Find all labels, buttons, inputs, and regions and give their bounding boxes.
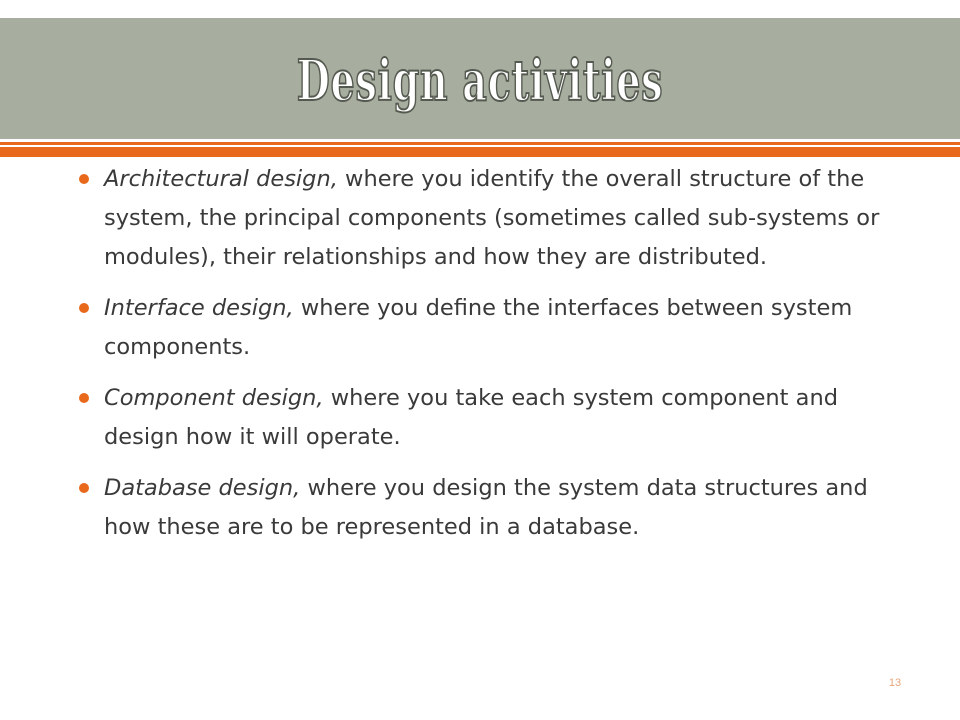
accent-rule-thick <box>0 147 960 157</box>
bullet-text: where you identify the overall structure of the system, the principal components (sometimes called sub-systems or modules), their relationships and how they are distributed. <box>104 166 880 270</box>
bullet-dot-icon <box>79 303 89 313</box>
bullet-component-design <box>0 379 960 457</box>
bullet-term: Interface design, <box>104 295 294 321</box>
bullet-interface-design <box>0 289 960 367</box>
bullet-list <box>0 160 960 559</box>
accent-rule-thin <box>0 142 960 145</box>
bullet-architectural-design <box>0 160 960 277</box>
bullet-dot-icon <box>79 393 89 403</box>
bullet-text: where you take each system component and design how it will operate. <box>104 385 838 450</box>
bullet-dot-icon <box>79 483 89 493</box>
bullet-text: where you define the interfaces between system components. <box>104 295 853 360</box>
slide-title: Design activities <box>296 47 664 114</box>
bullet-term: Component design, <box>104 385 324 411</box>
bullet-text: where you design the system data structures and how these are to be represented in a database. <box>104 475 868 540</box>
bullet-dot-icon <box>79 174 89 184</box>
page-number: 13 <box>888 677 902 689</box>
bullet-term: Database design, <box>104 475 301 501</box>
bullet-database-design <box>0 469 960 547</box>
bullet-term: Architectural design, <box>104 166 338 192</box>
